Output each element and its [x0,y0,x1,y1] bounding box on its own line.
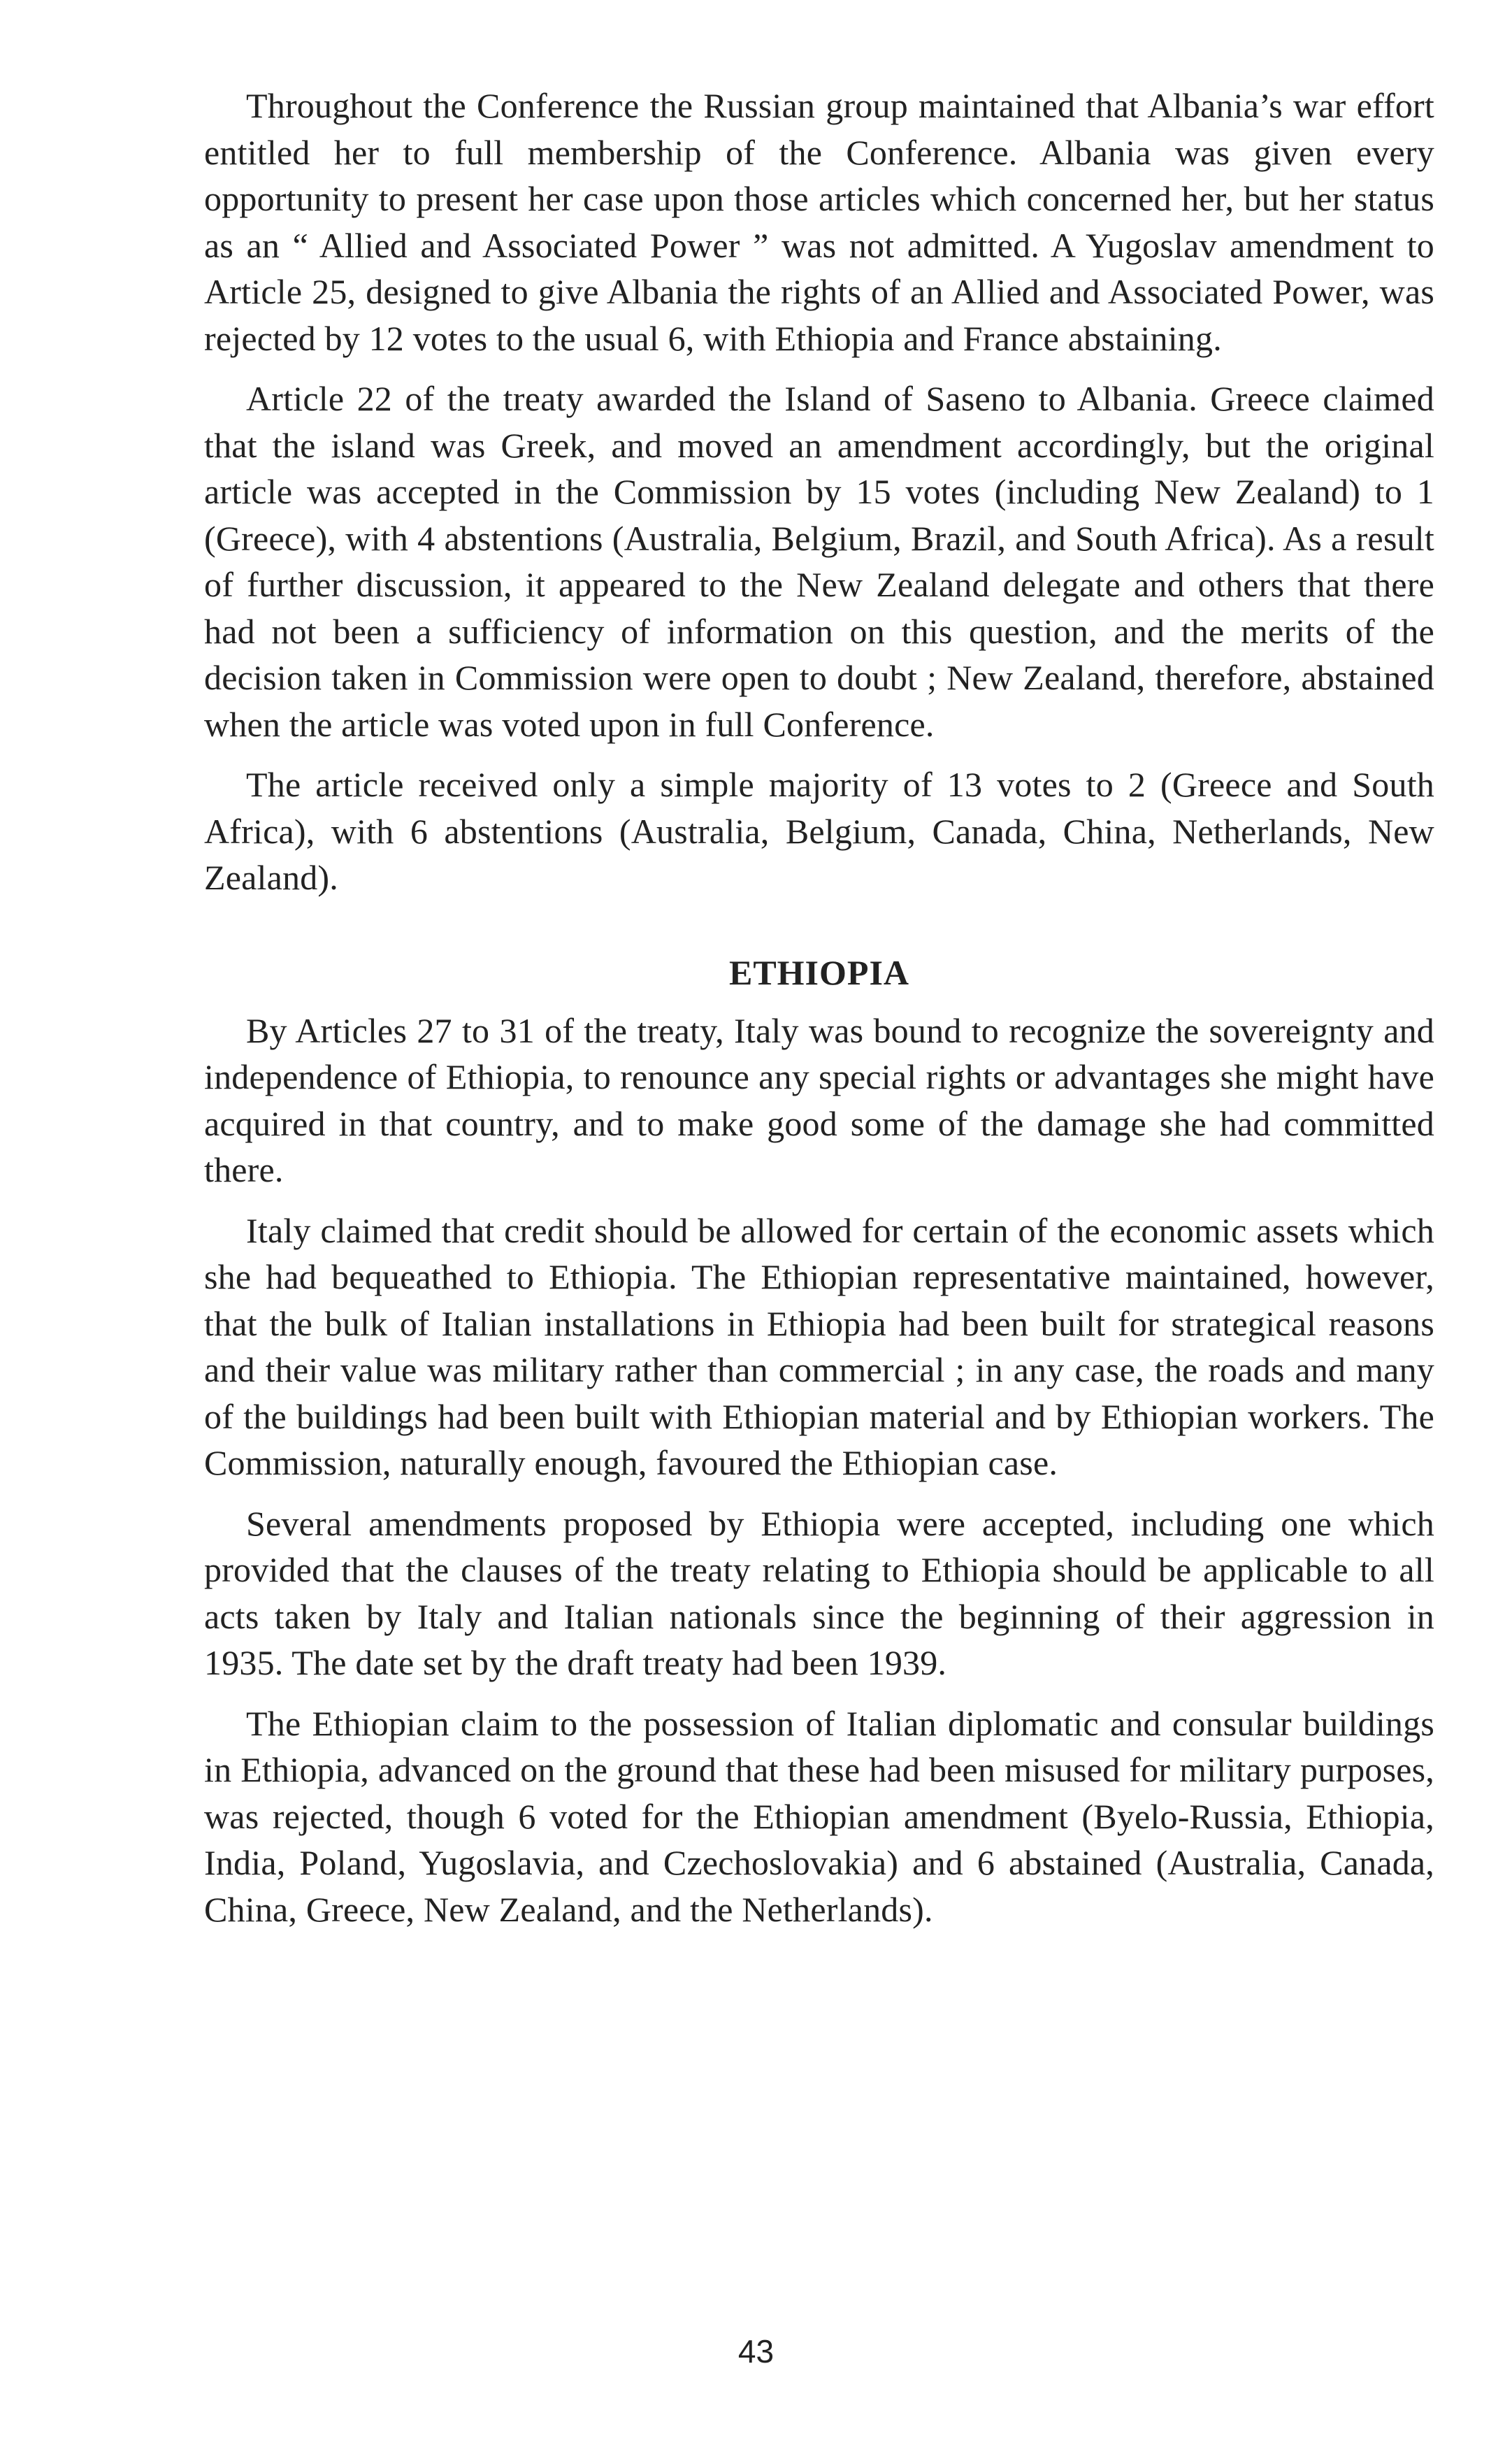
paragraph-diplomatic-buildings: The Ethiopian claim to the possession of Italian diplomatic and consular buildings in Ethiopia, advanced on the ground that these had been misused for military purposes, was rejected, though 6 voted for the Ethiopian amendment (Byelo-Russia, Ethiopia, India, Poland, Yugoslavia, and Czechoslovakia) and 6 abstained (Australia, Canada, China, Greece, New Zealand, and the Netherlands). [204,1703,1434,1929]
paragraph-simple-majority: The article received only a simple majority of 13 votes to 2 (Greece and South Africa), with 6 abstentions (Australia, Belgium, Canada, China, Netherlands, New Zealand). [204,765,1434,897]
paragraph-albania-membership: Throughout the Conference the Russian group maintained that Albania’s war effort entitled her to full membership of the Conference. Albania was given every opportunity to present her case upon those articles which concerned her, but her status as an “ Allied and Associated Power ” was not admitted. A Yugoslav amendment to Article 25, designed to give Albania the rights of an Allied and Associated Power, was rejected by 12 votes to the usual 6, with Ethiopia and France abstaining. [204,86,1434,358]
paragraph-articles-27-31: By Articles 27 to 31 of the treaty, Italy was bound to recognize the sovereignty and independence of Ethiopia, to renounce any special rights or advantages she might have acquired in that country, and to make good some of the damage she had committed there. [204,1010,1434,1189]
paragraph-italy-credit-claim: Italy claimed that credit should be allowed for certain of the economic assets which she had bequeathed to Ethiopia. The Ethiopian representative maintained, however, that the bulk of Italian installations in Ethiopia had been built for strategical reasons and their value was military rather than commercial ; in any case, the roads and many of the buildings had been built with Ethiopian material and by Ethiopian workers. The Commission, naturally enough, favoured the Ethiopian case. [204,1210,1434,1482]
section-heading-ethiopia: ETHIOPIA [728,952,910,992]
page-number: 43 [737,2333,775,2369]
paragraph-saseno-island: Article 22 of the treaty awarded the Island of Saseno to Albania. Greece claimed that the island was Greek, and moved an amendment accordingly, but the original article was accepted in the Commission by 15 votes (including New Zealand) to 1 (Greece), with 4 abstentions (Australia, Belgium, Brazil, and South Africa). As a result of further discussion, it appeared to the New Zealand delegate and others that there had not been a sufficiency of information on this question, and the merits of the decision taken in Commission were open to doubt ; New Zealand, therefore, abstained when the article was voted upon in full Conference. [204,379,1434,744]
page-body [204,83,1434,1946]
paragraph-amendments-accepted: Several amendments proposed by Ethiopia were accepted, including one which provided that the clauses of the treaty relating to Ethiopia should be applicable to all acts taken by Italy and Italian nationals since the beginning of their aggression in 1935. The date set by the draft treaty had been 1939. [204,1503,1434,1682]
